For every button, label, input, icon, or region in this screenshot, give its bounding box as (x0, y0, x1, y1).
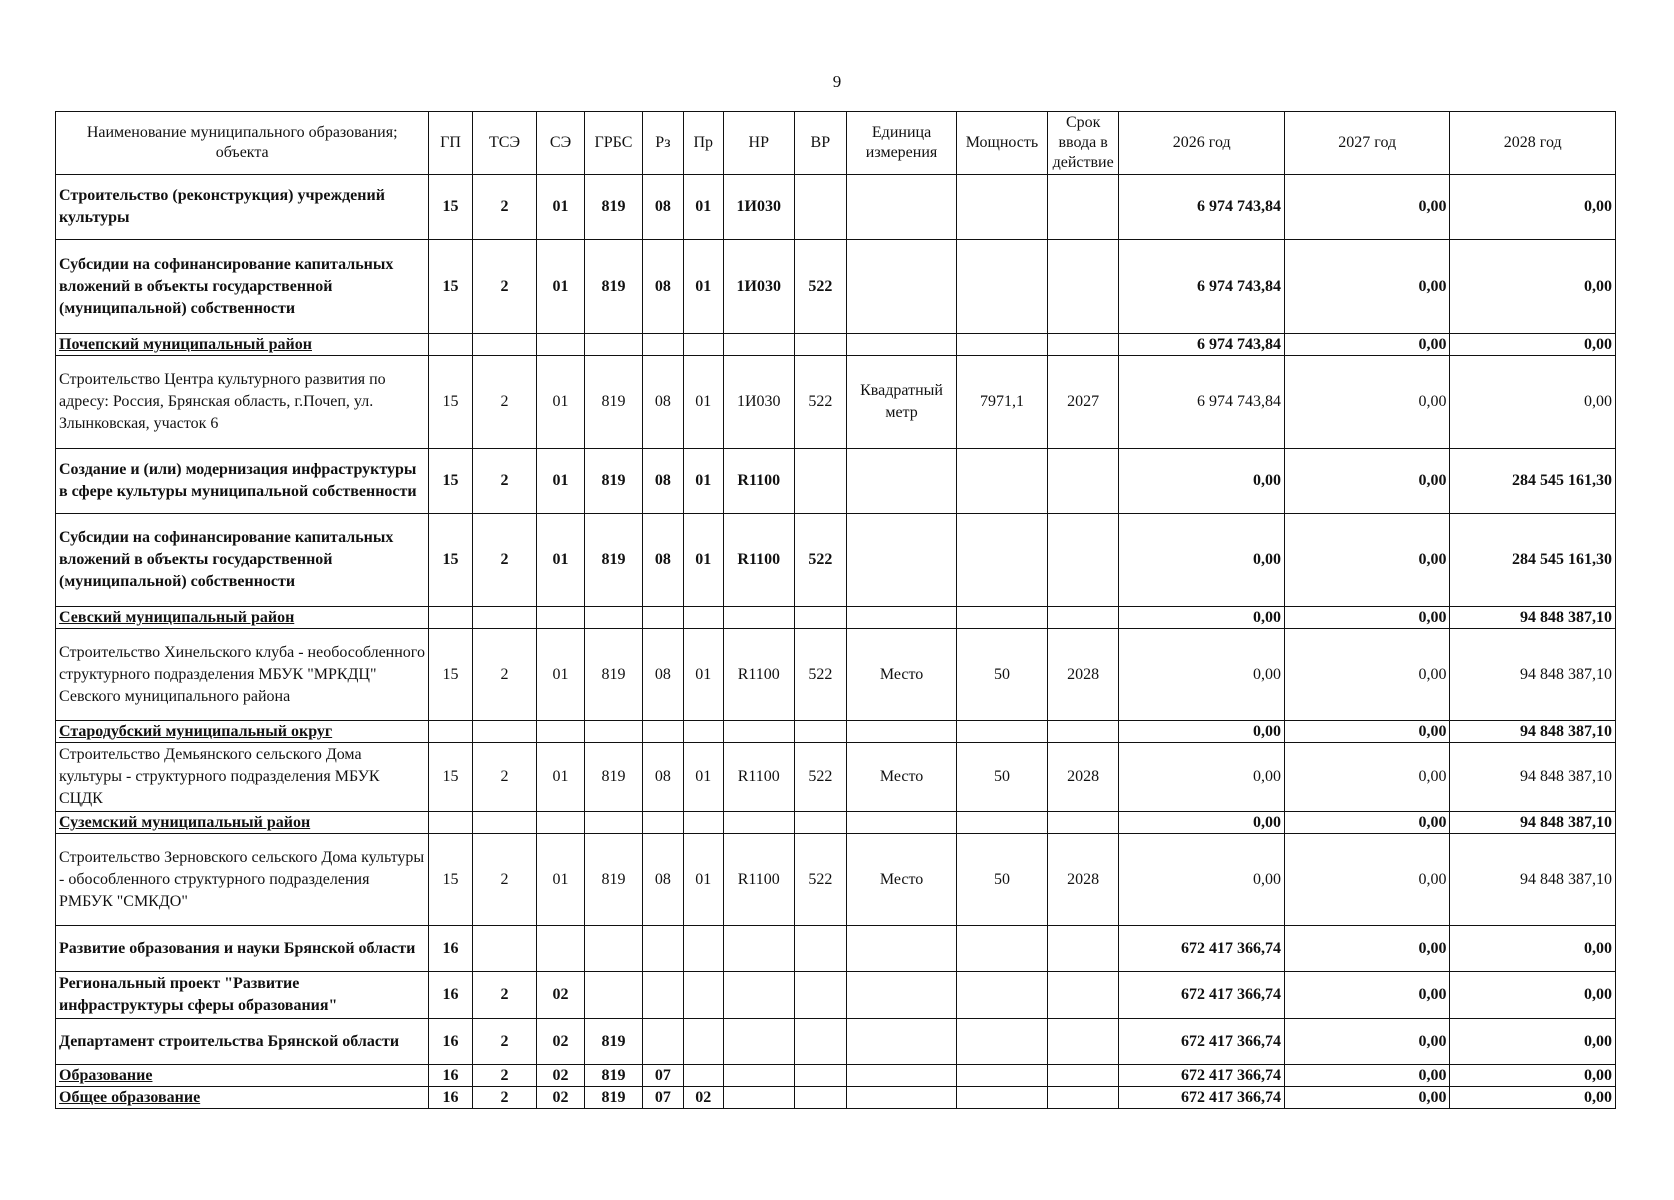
cell-pr (683, 812, 723, 834)
table-row (56, 514, 1616, 607)
cell-nr: R1100 (723, 449, 794, 514)
cell-name: Строительство Зерновского сельского Дома культуры - обособленного структурного подразделения РМБУК "СМКДО" (56, 834, 429, 926)
cell-unit (847, 1087, 957, 1109)
cell-y2027: 0,00 (1284, 449, 1449, 514)
cell-nr (723, 812, 794, 834)
cell-y2028: 0,00 (1450, 972, 1616, 1019)
cell-y2026: 672 417 366,74 (1119, 1065, 1284, 1087)
cell-y2028: 0,00 (1450, 175, 1616, 240)
table-row (56, 926, 1616, 972)
cell-name: Развитие образования и науки Брянской области (56, 926, 429, 972)
cell-term (1047, 972, 1119, 1019)
cell-grbs (584, 721, 643, 743)
cell-pr (683, 1019, 723, 1065)
cell-capacity (957, 1087, 1048, 1109)
table-row (56, 1065, 1616, 1087)
cell-y2027: 0,00 (1284, 1087, 1449, 1109)
cell-nr (723, 926, 794, 972)
cell-se: 01 (537, 175, 584, 240)
cell-tse: 2 (472, 240, 537, 334)
cell-pr (683, 926, 723, 972)
cell-y2027: 0,00 (1284, 175, 1449, 240)
cell-capacity (957, 926, 1048, 972)
cell-y2026: 0,00 (1119, 449, 1284, 514)
cell-pr: 01 (683, 514, 723, 607)
cell-unit: Место (847, 743, 957, 812)
cell-term (1047, 1019, 1119, 1065)
cell-y2027: 0,00 (1284, 240, 1449, 334)
cell-nr (723, 334, 794, 356)
cell-se: 02 (537, 972, 584, 1019)
cell-name: Создание и (или) модернизация инфраструктуры в сфере культуры муниципальной собственности (56, 449, 429, 514)
cell-se: 01 (537, 834, 584, 926)
table-row (56, 1087, 1616, 1109)
cell-nr (723, 972, 794, 1019)
budget-table (55, 111, 1616, 1109)
cell-vr: 522 (794, 240, 846, 334)
cell-name: Суземский муниципальный район (56, 812, 429, 834)
cell-y2027: 0,00 (1284, 356, 1449, 449)
cell-nr (723, 1087, 794, 1109)
cell-vr: 522 (794, 356, 846, 449)
cell-y2027: 0,00 (1284, 1065, 1449, 1087)
cell-tse (472, 926, 537, 972)
cell-tse: 2 (472, 834, 537, 926)
page-number: 9 (832, 72, 842, 91)
cell-tse: 2 (472, 1019, 537, 1065)
col-header-2027: 2027 год (1284, 112, 1449, 175)
cell-term (1047, 926, 1119, 972)
cell-name: Строительство Хинельского клуба - необособленного структурного подразделения МБУК "МРКДЦ" Севского муниципального района (56, 629, 429, 721)
cell-se (537, 607, 584, 629)
cell-rz (643, 972, 683, 1019)
cell-tse (472, 812, 537, 834)
cell-capacity (957, 240, 1048, 334)
cell-gp: 15 (429, 449, 472, 514)
table-row (56, 812, 1616, 834)
cell-unit (847, 1019, 957, 1065)
cell-y2026: 6 974 743,84 (1119, 334, 1284, 356)
cell-pr (683, 334, 723, 356)
cell-gp: 16 (429, 1019, 472, 1065)
cell-se: 01 (537, 356, 584, 449)
cell-y2028: 284 545 161,30 (1450, 514, 1616, 607)
cell-capacity (957, 607, 1048, 629)
cell-vr: 522 (794, 629, 846, 721)
cell-nr (723, 1065, 794, 1087)
table-header-row (56, 112, 1616, 175)
cell-se: 02 (537, 1087, 584, 1109)
cell-rz (643, 334, 683, 356)
cell-grbs: 819 (584, 834, 643, 926)
cell-pr (683, 1065, 723, 1087)
cell-nr: 1И030 (723, 240, 794, 334)
col-header-term: Срок ввода в действие (1047, 112, 1119, 175)
col-header-vr: ВР (794, 112, 846, 175)
cell-tse: 2 (472, 356, 537, 449)
cell-y2026: 0,00 (1119, 721, 1284, 743)
cell-grbs: 819 (584, 449, 643, 514)
cell-tse: 2 (472, 1065, 537, 1087)
table-row (56, 834, 1616, 926)
cell-capacity (957, 1019, 1048, 1065)
cell-y2026: 672 417 366,74 (1119, 926, 1284, 972)
cell-term: 2028 (1047, 743, 1119, 812)
cell-gp: 16 (429, 972, 472, 1019)
cell-rz: 07 (643, 1087, 683, 1109)
cell-vr (794, 812, 846, 834)
cell-nr: R1100 (723, 743, 794, 812)
table-row (56, 175, 1616, 240)
cell-vr (794, 1019, 846, 1065)
cell-term (1047, 514, 1119, 607)
cell-y2026: 0,00 (1119, 607, 1284, 629)
cell-rz: 08 (643, 356, 683, 449)
cell-vr (794, 1087, 846, 1109)
cell-gp: 15 (429, 175, 472, 240)
col-header-capacity: Мощность (957, 112, 1048, 175)
col-header-2026: 2026 год (1119, 112, 1284, 175)
cell-se (537, 721, 584, 743)
cell-y2028: 284 545 161,30 (1450, 449, 1616, 514)
cell-tse: 2 (472, 629, 537, 721)
cell-vr (794, 449, 846, 514)
cell-capacity: 50 (957, 629, 1048, 721)
cell-vr (794, 721, 846, 743)
cell-nr: R1100 (723, 629, 794, 721)
cell-term (1047, 1065, 1119, 1087)
cell-y2026: 672 417 366,74 (1119, 972, 1284, 1019)
cell-se: 01 (537, 514, 584, 607)
cell-pr: 01 (683, 240, 723, 334)
cell-term (1047, 812, 1119, 834)
cell-rz: 08 (643, 175, 683, 240)
cell-vr: 522 (794, 834, 846, 926)
cell-y2026: 0,00 (1119, 812, 1284, 834)
cell-pr: 01 (683, 449, 723, 514)
cell-pr: 01 (683, 743, 723, 812)
cell-name: Департамент строительства Брянской области (56, 1019, 429, 1065)
cell-se: 01 (537, 240, 584, 334)
cell-name: Региональный проект "Развитие инфраструктуры сферы образования" (56, 972, 429, 1019)
cell-vr (794, 926, 846, 972)
cell-pr: 01 (683, 356, 723, 449)
cell-y2026: 0,00 (1119, 514, 1284, 607)
cell-grbs (584, 607, 643, 629)
cell-nr (723, 1019, 794, 1065)
cell-y2027: 0,00 (1284, 743, 1449, 812)
cell-y2028: 94 848 387,10 (1450, 629, 1616, 721)
cell-y2027: 0,00 (1284, 334, 1449, 356)
cell-term (1047, 721, 1119, 743)
cell-capacity: 7971,1 (957, 356, 1048, 449)
cell-capacity (957, 449, 1048, 514)
cell-rz (643, 607, 683, 629)
cell-y2026: 6 974 743,84 (1119, 240, 1284, 334)
table-row (56, 240, 1616, 334)
cell-term (1047, 334, 1119, 356)
cell-pr (683, 607, 723, 629)
cell-se: 02 (537, 1019, 584, 1065)
cell-grbs: 819 (584, 1087, 643, 1109)
cell-tse: 2 (472, 1087, 537, 1109)
cell-rz (643, 721, 683, 743)
cell-capacity (957, 334, 1048, 356)
cell-y2028: 0,00 (1450, 1087, 1616, 1109)
col-header-se: СЭ (537, 112, 584, 175)
cell-term (1047, 240, 1119, 334)
cell-rz: 08 (643, 240, 683, 334)
col-header-unit: Единица измерения (847, 112, 957, 175)
cell-name: Образование (56, 1065, 429, 1087)
cell-tse: 2 (472, 743, 537, 812)
cell-pr (683, 721, 723, 743)
cell-y2026: 0,00 (1119, 629, 1284, 721)
cell-gp: 16 (429, 1065, 472, 1087)
cell-y2028: 0,00 (1450, 240, 1616, 334)
cell-gp: 15 (429, 240, 472, 334)
cell-term: 2027 (1047, 356, 1119, 449)
cell-rz (643, 1019, 683, 1065)
cell-y2028: 94 848 387,10 (1450, 812, 1616, 834)
cell-unit (847, 514, 957, 607)
cell-y2026: 0,00 (1119, 834, 1284, 926)
cell-unit (847, 334, 957, 356)
cell-grbs: 819 (584, 514, 643, 607)
cell-rz (643, 926, 683, 972)
cell-gp (429, 334, 472, 356)
cell-vr (794, 607, 846, 629)
cell-y2027: 0,00 (1284, 514, 1449, 607)
cell-y2028: 0,00 (1450, 356, 1616, 449)
cell-grbs (584, 334, 643, 356)
cell-nr: R1100 (723, 514, 794, 607)
cell-tse: 2 (472, 449, 537, 514)
table-row (56, 1019, 1616, 1065)
cell-name: Почепский муниципальный район (56, 334, 429, 356)
cell-y2026: 6 974 743,84 (1119, 356, 1284, 449)
cell-tse (472, 721, 537, 743)
cell-grbs: 819 (584, 356, 643, 449)
cell-term (1047, 175, 1119, 240)
cell-capacity: 50 (957, 834, 1048, 926)
cell-unit (847, 1065, 957, 1087)
table-row (56, 356, 1616, 449)
cell-vr (794, 972, 846, 1019)
table-row (56, 972, 1616, 1019)
col-header-nr: НР (723, 112, 794, 175)
cell-y2027: 0,00 (1284, 812, 1449, 834)
cell-capacity (957, 972, 1048, 1019)
cell-y2027: 0,00 (1284, 721, 1449, 743)
cell-pr: 01 (683, 629, 723, 721)
cell-unit (847, 175, 957, 240)
cell-unit: Квадратный метр (847, 356, 957, 449)
cell-tse (472, 334, 537, 356)
cell-grbs: 819 (584, 1019, 643, 1065)
cell-term: 2028 (1047, 629, 1119, 721)
cell-nr: R1100 (723, 834, 794, 926)
cell-capacity (957, 514, 1048, 607)
cell-capacity (957, 812, 1048, 834)
cell-rz: 07 (643, 1065, 683, 1087)
col-header-gp: ГП (429, 112, 472, 175)
cell-y2028: 94 848 387,10 (1450, 721, 1616, 743)
cell-unit: Место (847, 834, 957, 926)
cell-y2026: 672 417 366,74 (1119, 1019, 1284, 1065)
cell-grbs (584, 926, 643, 972)
cell-term (1047, 1087, 1119, 1109)
cell-name: Субсидии на софинансирование капитальных вложений в объекты государственной (муниципальной) собственности (56, 514, 429, 607)
cell-rz: 08 (643, 514, 683, 607)
col-header-2028: 2028 год (1450, 112, 1616, 175)
cell-y2028: 94 848 387,10 (1450, 607, 1616, 629)
cell-gp (429, 721, 472, 743)
cell-pr: 02 (683, 1087, 723, 1109)
cell-name: Строительство Демьянского сельского Дома культуры - структурного подразделения МБУК СЦДК (56, 743, 429, 812)
cell-y2028: 0,00 (1450, 334, 1616, 356)
cell-term: 2028 (1047, 834, 1119, 926)
cell-vr: 522 (794, 514, 846, 607)
table-row (56, 721, 1616, 743)
cell-se: 01 (537, 743, 584, 812)
cell-rz: 08 (643, 629, 683, 721)
cell-nr (723, 607, 794, 629)
cell-y2027: 0,00 (1284, 629, 1449, 721)
cell-pr (683, 972, 723, 1019)
table-body (56, 175, 1616, 1109)
cell-y2027: 0,00 (1284, 834, 1449, 926)
cell-se: 01 (537, 449, 584, 514)
cell-grbs: 819 (584, 1065, 643, 1087)
cell-vr: 522 (794, 743, 846, 812)
cell-gp: 15 (429, 514, 472, 607)
cell-unit (847, 721, 957, 743)
cell-capacity (957, 721, 1048, 743)
col-header-tse: ТСЭ (472, 112, 537, 175)
cell-unit (847, 972, 957, 1019)
cell-rz (643, 812, 683, 834)
table-row (56, 607, 1616, 629)
cell-grbs: 819 (584, 240, 643, 334)
table-row (56, 449, 1616, 514)
cell-gp: 16 (429, 926, 472, 972)
cell-y2027: 0,00 (1284, 1019, 1449, 1065)
cell-rz: 08 (643, 834, 683, 926)
cell-term (1047, 607, 1119, 629)
table-row (56, 334, 1616, 356)
cell-y2026: 672 417 366,74 (1119, 1087, 1284, 1109)
cell-gp: 16 (429, 1087, 472, 1109)
cell-capacity (957, 175, 1048, 240)
cell-unit (847, 449, 957, 514)
cell-gp: 15 (429, 629, 472, 721)
cell-y2028: 0,00 (1450, 1065, 1616, 1087)
cell-y2027: 0,00 (1284, 926, 1449, 972)
cell-name: Субсидии на софинансирование капитальных вложений в объекты государственной (муниципальной) собственности (56, 240, 429, 334)
cell-grbs: 819 (584, 743, 643, 812)
cell-pr: 01 (683, 834, 723, 926)
cell-se (537, 812, 584, 834)
col-header-name: Наименование муниципального образования; объекта (56, 112, 429, 175)
cell-y2028: 0,00 (1450, 926, 1616, 972)
cell-y2028: 94 848 387,10 (1450, 743, 1616, 812)
table-row (56, 743, 1616, 812)
cell-se: 02 (537, 1065, 584, 1087)
cell-grbs: 819 (584, 629, 643, 721)
table-row (56, 629, 1616, 721)
cell-gp: 15 (429, 356, 472, 449)
cell-name: Севский муниципальный район (56, 607, 429, 629)
cell-nr: 1И030 (723, 175, 794, 240)
cell-unit (847, 812, 957, 834)
cell-y2028: 0,00 (1450, 1019, 1616, 1065)
cell-vr (794, 1065, 846, 1087)
cell-pr: 01 (683, 175, 723, 240)
cell-y2026: 6 974 743,84 (1119, 175, 1284, 240)
cell-gp: 15 (429, 743, 472, 812)
cell-name: Общее образование (56, 1087, 429, 1109)
cell-y2026: 0,00 (1119, 743, 1284, 812)
cell-y2028: 94 848 387,10 (1450, 834, 1616, 926)
cell-se (537, 334, 584, 356)
cell-tse: 2 (472, 514, 537, 607)
cell-rz: 08 (643, 743, 683, 812)
cell-tse (472, 607, 537, 629)
cell-unit (847, 607, 957, 629)
cell-tse: 2 (472, 972, 537, 1019)
cell-y2027: 0,00 (1284, 972, 1449, 1019)
cell-unit (847, 240, 957, 334)
cell-unit (847, 926, 957, 972)
cell-nr: 1И030 (723, 356, 794, 449)
cell-grbs (584, 812, 643, 834)
cell-grbs (584, 972, 643, 1019)
cell-vr (794, 334, 846, 356)
cell-grbs: 819 (584, 175, 643, 240)
cell-y2027: 0,00 (1284, 607, 1449, 629)
cell-name: Строительство Центра культурного развития по адресу: Россия, Брянская область, г.Почеп, ул. Злынковская, участок 6 (56, 356, 429, 449)
col-header-pr: Пр (683, 112, 723, 175)
cell-name: Стародубский муниципальный округ (56, 721, 429, 743)
cell-se (537, 926, 584, 972)
cell-gp (429, 607, 472, 629)
cell-gp (429, 812, 472, 834)
col-header-grbs: ГРБС (584, 112, 643, 175)
cell-capacity (957, 1065, 1048, 1087)
cell-se: 01 (537, 629, 584, 721)
cell-nr (723, 721, 794, 743)
cell-name: Строительство (реконструкция) учреждений культуры (56, 175, 429, 240)
cell-unit: Место (847, 629, 957, 721)
cell-term (1047, 449, 1119, 514)
cell-rz: 08 (643, 449, 683, 514)
cell-capacity: 50 (957, 743, 1048, 812)
col-header-rz: Рз (643, 112, 683, 175)
cell-gp: 15 (429, 834, 472, 926)
cell-tse: 2 (472, 175, 537, 240)
cell-vr (794, 175, 846, 240)
